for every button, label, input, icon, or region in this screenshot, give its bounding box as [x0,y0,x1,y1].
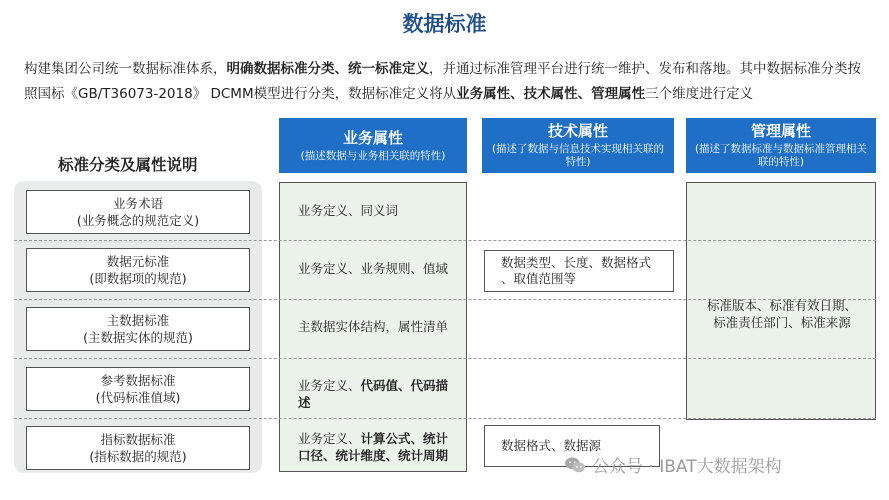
watermark-text: 公众号 · IBAT大数据架构 [592,457,782,477]
business-cell-master: 主数据实体结构，属性清单 [298,319,449,334]
category-data-element [26,248,250,292]
category-desc: (代码标准值域) [95,390,181,405]
page-title: 数据标准 [402,12,487,36]
management-attribute-title: 管理属性 [750,122,811,140]
intro-text-3: 三个维度进行定义 [645,86,754,102]
business-attribute-title: 业务属性 [342,128,403,147]
row-divider [14,358,876,359]
category-desc: (指标数据的规范) [89,449,187,464]
wechat-icon [564,456,586,474]
business-cell-indicator-plain: 业务定义、 [298,431,361,446]
intro-bold-2: 业务属性、技术属性、管理属性 [456,86,646,102]
category-name: 业务术语 [112,196,163,211]
technical-cell-indicator: 数据格式、数据源 [484,425,660,467]
technical-attribute-header [482,118,674,173]
technical-cell-element-line1: 数据类型、长度、数据格式 [501,255,652,270]
management-attribute-header [686,118,876,173]
intro-text-2: ，并通过标准管理平台进行统一维护、发布和落地。其中数据标准分类按照国标《GB/T36073-2018》 DCMM模型进行分类，数据标准定义将从 [24,61,861,102]
category-desc: (即数据项的规范) [89,271,187,286]
category-desc: (主数据实体的规范) [83,330,193,345]
category-section-title: 标准分类及属性说明 [58,156,198,174]
row-divider [14,418,876,419]
business-cell-reference-plain: 业务定义、 [298,378,361,393]
intro-bold-1: 明确数据标准分类、统一标准定义 [226,61,429,77]
row-divider [14,240,876,241]
management-attribute-subtitle: (描述了数据标准与数据标准管理相关联的特性) [694,143,868,168]
category-name: 参考数据标准 [100,373,176,388]
business-cell-element: 业务定义、业务规则、值域 [298,261,449,276]
technical-attribute-subtitle: (描述了数据与信息技术实现相关联的特性) [491,143,665,168]
management-cell-line1: 标准版本、标准有效日期、 [706,298,857,313]
category-desc: (业务概念的规范定义) [76,213,200,228]
technical-cell-element [484,250,674,292]
business-attribute-subtitle: (描述数据与业务相关联的特性) [300,149,446,162]
business-cell-reference [298,377,460,411]
technical-attribute-title: 技术属性 [547,122,608,140]
technical-cell-element-line2: 、取值范围等 [501,271,577,286]
business-cell-term: 业务定义、同义词 [298,203,399,218]
intro-paragraph [24,57,874,107]
category-name: 主数据标准 [106,313,170,328]
category-indicator-data [26,426,250,470]
business-cell-indicator-bold: 计算公式、统计口径、统计维度、统计周期 [298,431,449,463]
category-master-data [26,307,250,351]
category-business-term [26,190,250,234]
watermark [564,452,782,477]
business-cell-reference-bold: 代码值、代码描述 [298,378,449,410]
category-name: 指标数据标准 [100,432,176,447]
management-cell [688,297,876,331]
management-cell-line2: 标准责任部门、标准来源 [713,315,851,330]
category-name: 数据元标准 [106,254,170,269]
intro-text-1: 构建集团公司统一数据标准体系， [24,61,227,77]
category-reference-data [26,367,250,411]
business-attribute-header [279,118,467,173]
business-cell-indicator [298,430,460,464]
